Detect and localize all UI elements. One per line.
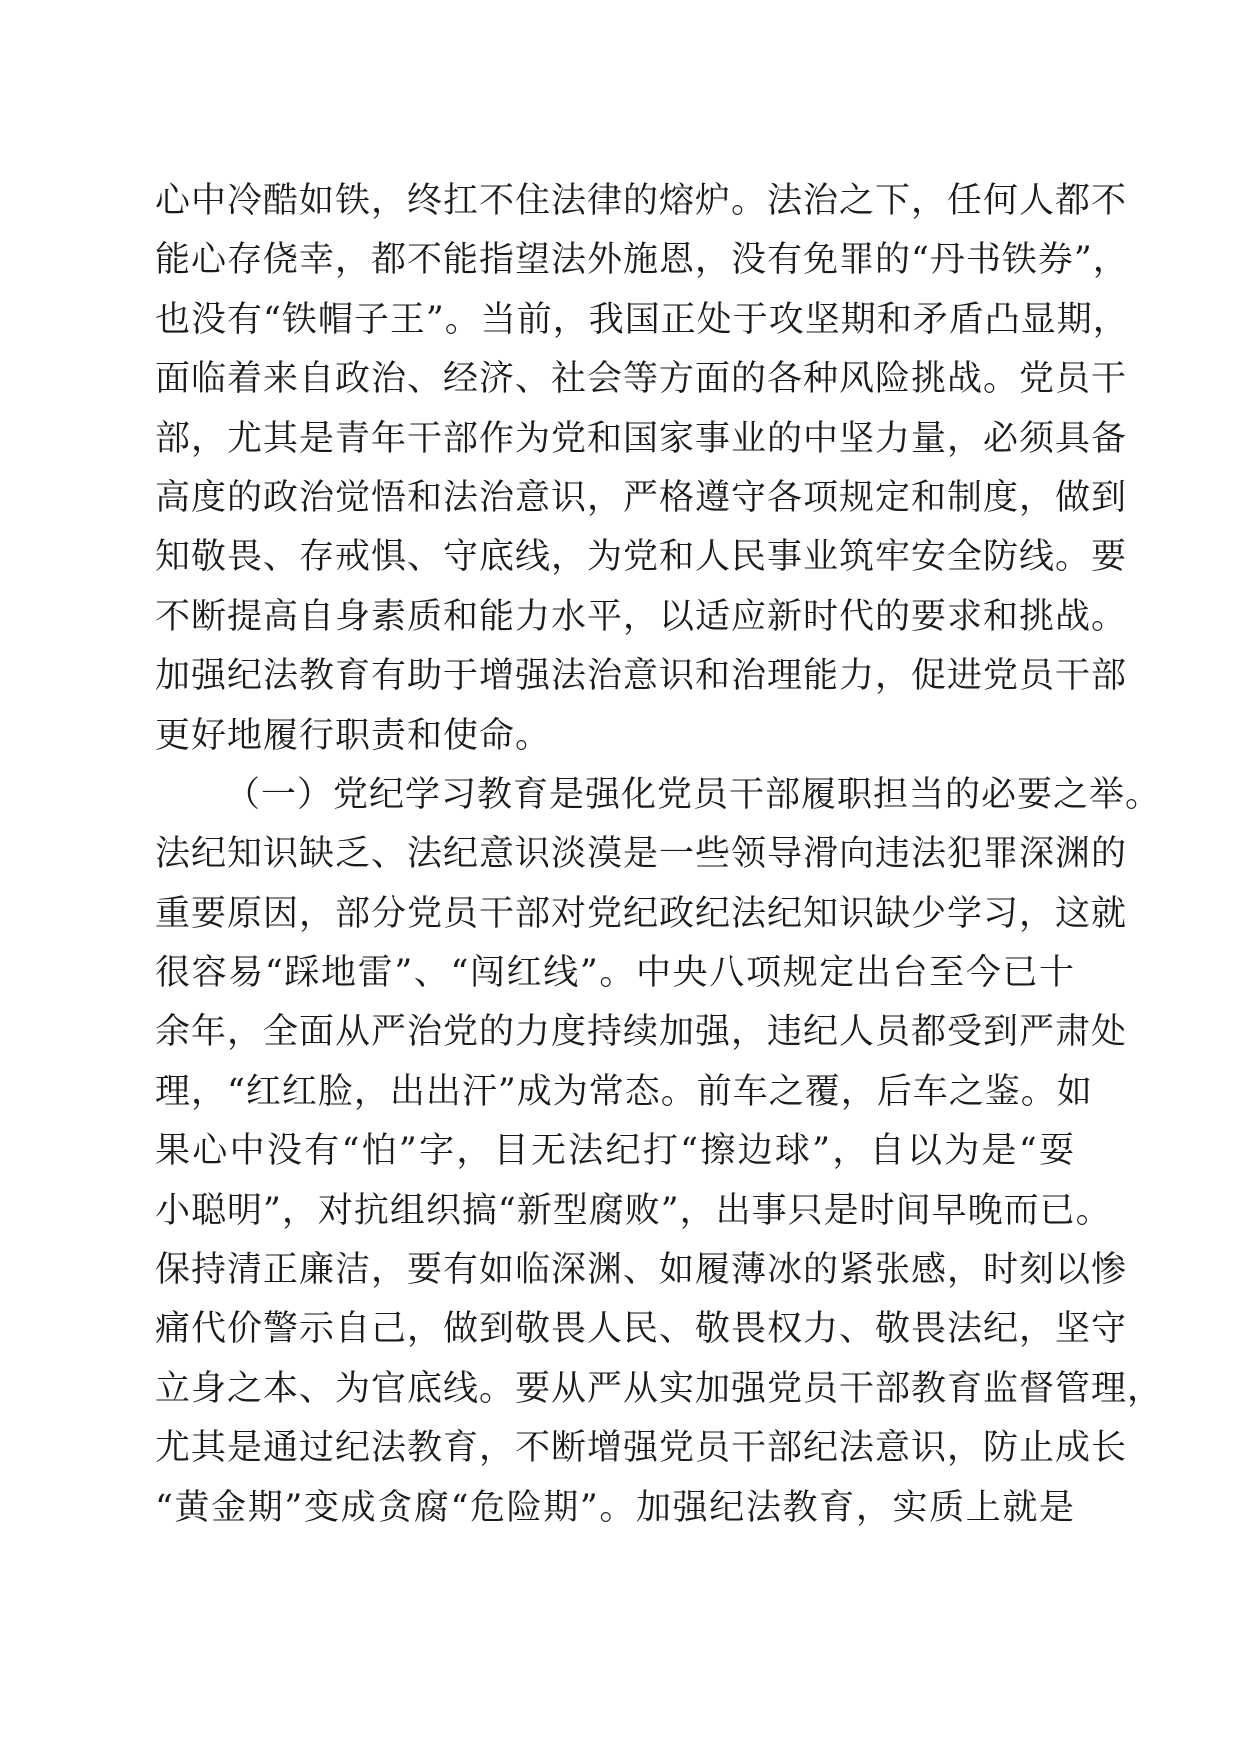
paragraph-line: 高度的政治觉悟和法治意识，严格遵守各项规定和制度，做到 [155, 477, 1128, 518]
paragraph-line: 面临着来自政治、经济、社会等方面的各种风险挑战。党员干 [155, 359, 1128, 400]
body-text [155, 172, 1164, 1538]
paragraph-line: 很容易“踩地雷”、“闯红线”。中央八项规定出台至今已十 [155, 953, 1075, 994]
paragraph-line: 余年，全面从严治党的力度持续加强，违纪人员都受到严肃处 [155, 1012, 1128, 1053]
paragraph-line: 加强纪法教育有助于增强法治意识和治理能力，促进党员干部 [155, 656, 1128, 697]
paragraph-line: 也没有“铁帽子王”。当前，我国正处于攻坚期和矛盾凸显期， [155, 299, 1129, 340]
paragraph-line: 不断提高自身素质和能力水平，以适应新时代的要求和挑战。 [155, 596, 1128, 637]
paragraph-line: 重要原因，部分党员干部对党纪政纪法纪知识缺少学习，这就 [155, 893, 1128, 934]
paragraph-line: “黄金期”变成贪腐“危险期”。加强纪法教育，实质上就是 [155, 1487, 1075, 1528]
section-heading: （一）党纪学习教育是强化党员干部履职担当的必要之举。 [225, 774, 1162, 815]
paragraph-line: 知敬畏、存戒惧、守底线，为党和人民事业筑牢安全防线。要 [155, 537, 1128, 578]
paragraph-line: 果心中没有“怕”字，目无法纪打“擦边球”，自以为是“耍 [155, 1131, 1075, 1172]
paragraph-line: 能心存侥幸，都不能指望法外施恩，没有免罪的“丹书铁券”， [155, 240, 1129, 281]
paragraph-line: 心中冷酷如铁，终扛不住法律的熔炉。法治之下，任何人都不 [155, 181, 1128, 221]
paragraph-line: 部，尤其是青年干部作为党和国家事业的中坚力量，必须具备 [155, 418, 1128, 459]
paragraph-line: 尤其是通过纪法教育，不断增强党员干部纪法意识，防止成长 [155, 1428, 1128, 1469]
paragraph-line: 更好地履行职责和使命。 [155, 715, 552, 756]
paragraph-line: 小聪明”，对抗组织搞“新型腐败”，出事只是时间早晚而已。 [155, 1190, 1112, 1231]
paragraph-line: 理，“红红脸，出出汗”成为常态。前车之覆，后车之鉴。如 [155, 1071, 1093, 1112]
paragraph-line: 立身之本、为官底线。要从严从实加强党员干部教育监督管理， [155, 1368, 1164, 1409]
paragraph-line: 痛代价警示自己，做到敬畏人民、敬畏权力、敬畏法纪，坚守 [155, 1309, 1128, 1350]
paragraph-line: 法纪知识缺乏、法纪意识淡漠是一些领导滑向违法犯罪深渊的 [155, 834, 1128, 875]
paragraph-line: 保持清正廉洁，要有如临深渊、如履薄冰的紧张感，时刻以惨 [155, 1250, 1128, 1291]
